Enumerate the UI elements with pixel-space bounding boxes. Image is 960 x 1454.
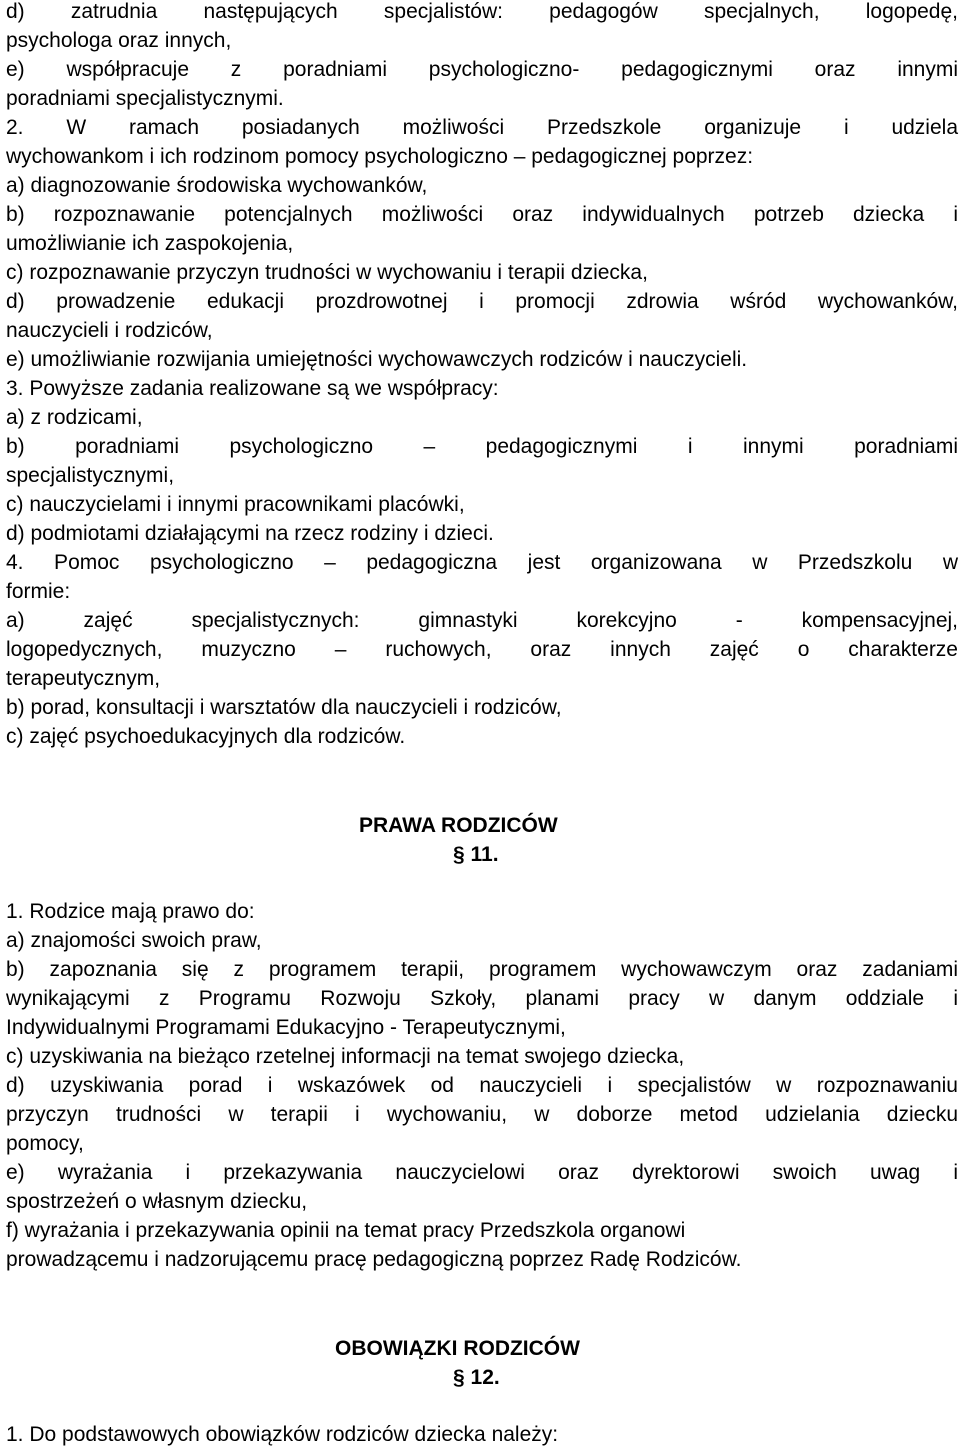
text-line: b) poradniami psychologiczno – pedagogicznymi i innymi poradniami: [6, 435, 958, 458]
text-line: pomocy,: [6, 1132, 84, 1155]
text-line: logopedycznych, muzyczno – ruchowych, oraz innych zajęć o charakterze: [6, 638, 958, 661]
text-line: 4. Pomoc psychologiczno – pedagogiczna jest organizowana w Przedszkolu w: [6, 551, 958, 574]
text-line: poradniami specjalistycznymi.: [6, 87, 284, 110]
text-line: specjalistycznymi,: [6, 464, 175, 487]
text-line: c) uzyskiwania na bieżąco rzetelnej informacji na temat swojego dziecka,: [6, 1045, 685, 1068]
text-line: 3. Powyższe zadania realizowane są we współpracy:: [6, 377, 499, 400]
text-line: c) rozpoznawanie przyczyn trudności w wychowaniu i terapii dziecka,: [6, 261, 648, 284]
text-line: f) wyrażania i przekazywania opinii na temat pracy Przedszkola organowi: [6, 1219, 686, 1242]
text-line: 1. Rodzice mają prawo do:: [6, 900, 255, 923]
section-heading: PRAWA RODZICÓW: [359, 814, 558, 837]
paragraph-number: § 11.: [453, 843, 499, 866]
text-line: wychowankom i ich rodzinom pomocy psychologiczno – pedagogicznej poprzez:: [6, 145, 754, 168]
text-line: d) podmiotami działającymi na rzecz rodziny i dzieci.: [6, 522, 494, 545]
text-line: umożliwianie ich zaspokojenia,: [6, 232, 294, 255]
text-line: b) porad, konsultacji i warsztatów dla nauczycieli i rodziców,: [6, 696, 562, 719]
text-line: e) umożliwianie rozwijania umiejętności wychowawczych rodziców i nauczycieli.: [6, 348, 748, 371]
text-line: b) rozpoznawanie potencjalnych możliwości oraz indywidualnych potrzeb dziecka i: [6, 203, 958, 226]
text-line: prowadzącemu i nadzorującemu pracę pedagogiczną poprzez Radę Rodziców.: [6, 1248, 742, 1271]
text-line: d) prowadzenie edukacji prozdrowotnej i promocji zdrowia wśród wychowanków,: [6, 290, 958, 313]
text-line: e) wyrażania i przekazywania nauczycielowi oraz dyrektorowi swoich uwag i: [6, 1161, 958, 1184]
text-line: terapeutycznym,: [6, 667, 161, 690]
text-line: 1. Do podstawowych obowiązków rodziców dziecka należy:: [6, 1423, 559, 1446]
text-line: wynikającymi z Programu Rozwoju Szkoły, planami pracy w danym oddziale i: [6, 987, 958, 1010]
text-line: c) nauczycielami i innymi pracownikami placówki,: [6, 493, 465, 516]
text-line: c) zajęć psychoedukacyjnych dla rodziców.: [6, 725, 406, 748]
text-line: d) uzyskiwania porad i wskazówek od nauczycieli i specjalistów w rozpoznawaniu: [6, 1074, 958, 1097]
section-heading: OBOWIĄZKI RODZICÓW: [335, 1337, 580, 1360]
paragraph-number: § 12.: [453, 1366, 500, 1389]
text-line: Indywidualnymi Programami Edukacyjno - Terapeutycznymi,: [6, 1016, 566, 1039]
text-line: d) zatrudnia następujących specjalistów: pedagogów specjalnych, logopedę,: [6, 0, 958, 23]
text-line: e) współpracuje z poradniami psychologiczno- pedagogicznymi oraz innymi: [6, 58, 958, 81]
text-line: b) zapoznania się z programem terapii, programem wychowawczym oraz zadaniami: [6, 958, 958, 981]
text-line: formie:: [6, 580, 71, 603]
text-line: a) diagnozowanie środowiska wychowanków,: [6, 174, 428, 197]
text-line: spostrzeżeń o własnym dziecku,: [6, 1190, 308, 1213]
text-line: a) zajęć specjalistycznych: gimnastyki korekcyjno - kompensacyjnej,: [6, 609, 958, 632]
text-line: przyczyn trudności w terapii i wychowaniu, w doborze metod udzielania dziecku: [6, 1103, 958, 1126]
text-line: a) z rodzicami,: [6, 406, 143, 429]
text-line: a) znajomości swoich praw,: [6, 929, 262, 952]
text-line: nauczycieli i rodziców,: [6, 319, 213, 342]
text-line: 2. W ramach posiadanych możliwości Przedszkole organizuje i udziela: [6, 116, 958, 139]
text-line: psychologa oraz innych,: [6, 29, 232, 52]
